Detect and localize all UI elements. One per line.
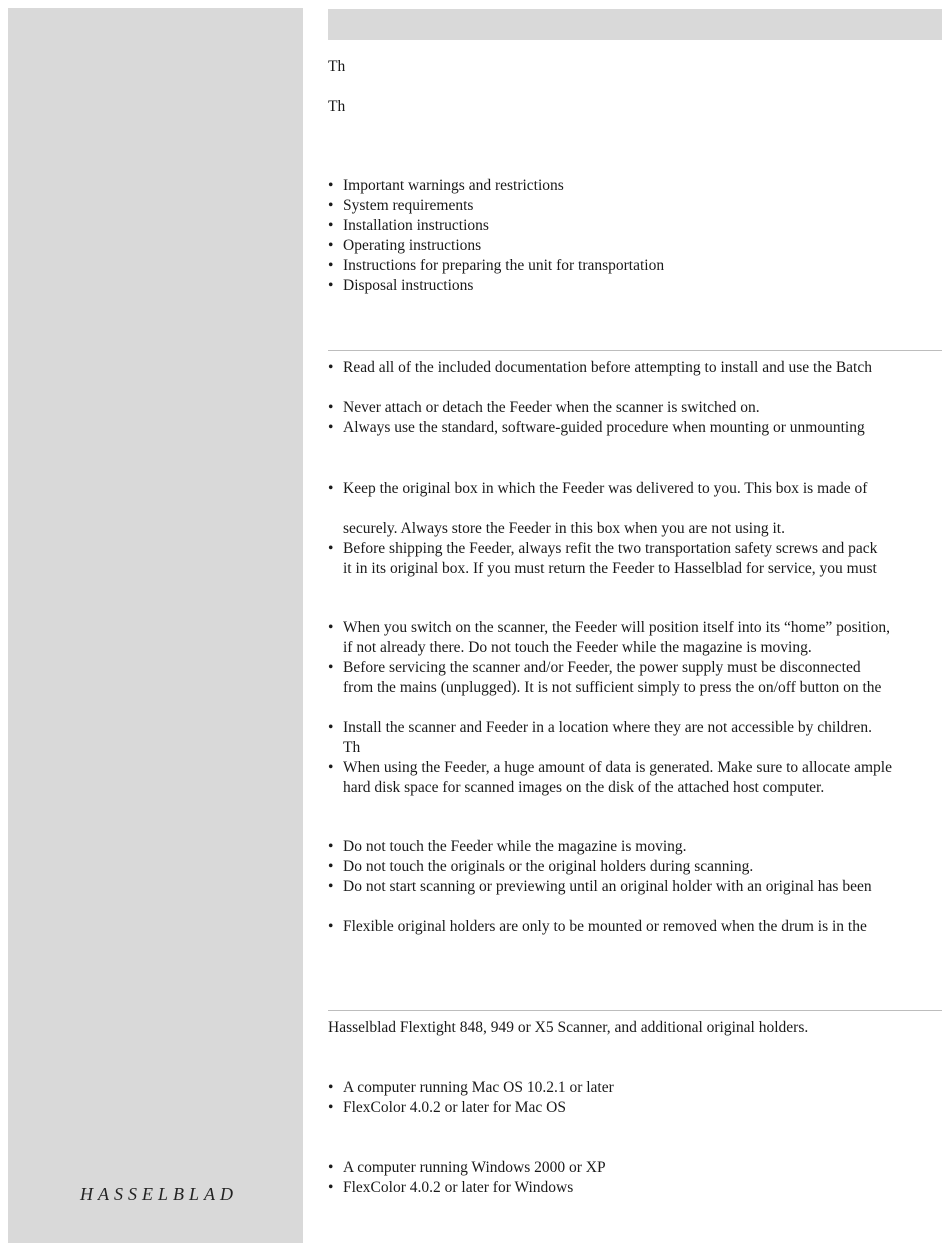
section-divider — [328, 350, 942, 351]
section-divider — [328, 1010, 942, 1011]
hardware-requirement: Hasselblad Flextight 848, 949 or X5 Scanner, and additional original holders. — [328, 1019, 809, 1036]
sidebar-panel — [8, 8, 303, 1243]
hasselblad-logo: HASSELBLAD — [80, 1184, 238, 1204]
intro-line: Th — [328, 98, 346, 115]
intro-line: Th — [328, 58, 346, 75]
document-body: Th Th • Important warnings and restrictions • System requirements • Installation instructions • Operating instructions • Instructions for preparing the unit for transportation • Disposal instructions • Read all of the included documentation before attempting to install and use the Batch • Never attach or detach the Feeder when the scanner is switched on. • Always use the standard, software-guided procedure when mounting or unmounting • Keep the original box in which the Feeder was delivered to you. This box is made of securely. Always store the Feeder in this box when you are not using it. • Before shipping the Feeder, always refit the two transportation safety screws and pack it in its original box. If you must return the Feeder to Hasselblad for service, you must • When you switch on the scanner, the Feeder will position itself into its “home” position, if not already there. Do not touch the Feeder while the magazine is moving. • Before servicing the scanner and/or Feeder, the power supply must be disconnected from the mains (unplugged). It is not sufficient simply to press the on/off button on the • Install the scanner and Feeder in a location where they are not accessible by children. Th • When using the Feeder, a huge amount of data is generated. Make sure to allocate ample hard disk space for scanned images on the disk of the attached host computer. • Do not touch the Feeder while the magazine is moving. • Do not touch the originals or the original holders during scanning. • Do not start scanning or previewing until an original holder with an original has been • Flexible original holders are only to be mounted or removed when the drum is in the Hasselblad Flextight 848, 949 or X5 Scanner, and additional original holders. • A computer running Mac OS 10.2.1 or later • FlexColor 4.0.2 or later for Mac OS • A computer running Windows 2000 or XP • FlexColor 4.0.2 or later for Windows — [328, 0, 950, 1251]
